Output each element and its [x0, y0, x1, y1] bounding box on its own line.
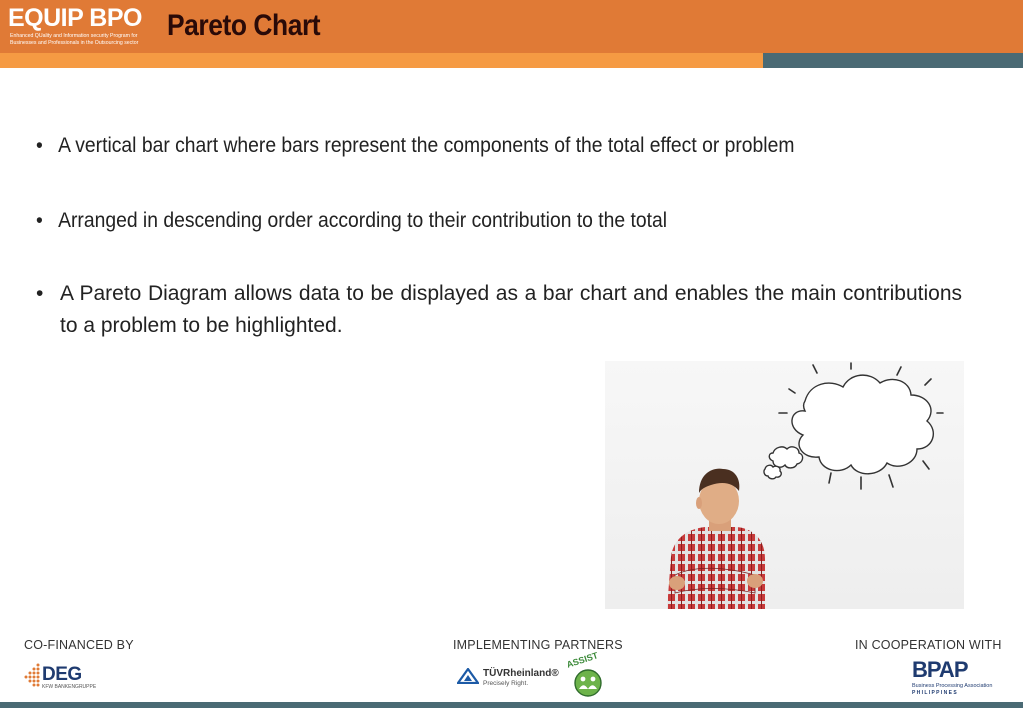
tuv-tagline: Precisely Right.: [483, 680, 529, 687]
tuv-triangle-icon: [457, 668, 479, 684]
bpap-logo: [912, 657, 1002, 697]
footer-bar: [0, 702, 1023, 708]
bullet-item: [36, 130, 888, 162]
bpap-country: P H I L I P P I N E S: [912, 690, 957, 696]
partners-label: IMPLEMENTING PARTNERS: [453, 638, 623, 652]
bullet-list: [36, 130, 962, 385]
assist-globe-icon: [568, 665, 608, 697]
assist-wordmark: ASSIST: [565, 650, 600, 670]
tuv-rheinland-logo: [457, 665, 567, 691]
bullet-text: A Pareto Diagram allows data to be displayed as a bar chart and enables the main contributions to a problem to be highlighted.: [60, 282, 962, 337]
tuv-name: TÜVRheinland®: [483, 668, 559, 679]
thinking-man-image: [605, 361, 964, 609]
bullet-item: [36, 205, 888, 237]
page-title: Pareto Chart: [167, 9, 321, 42]
deg-dots-icon: [24, 662, 44, 688]
bpap-subtext: Business Processing Association: [912, 683, 993, 689]
bullet-item: [36, 278, 962, 342]
bullet-dot-icon: •: [36, 282, 44, 305]
deg-logo: [24, 662, 144, 692]
bullet-text: A vertical bar chart where bars represent the components of the total effect or problem: [58, 134, 795, 157]
logo-subtext: Enhanced QUality and Information security Program for Businesses and Professionals in the Outsourcing sector: [10, 33, 139, 46]
bullet-dot-icon: •: [36, 134, 43, 157]
assist-logo: [564, 650, 610, 699]
bpap-wordmark: BPAP: [912, 657, 968, 682]
cooperation-label: IN COOPERATION WITH: [855, 638, 1002, 652]
deg-wordmark: DEG: [42, 664, 82, 685]
header-stripe-light: [0, 53, 763, 68]
logo-wordmark: EQUIP BPO: [8, 4, 142, 32]
header-stripe-dark: [763, 53, 1023, 68]
equip-bpo-logo: [0, 0, 158, 53]
thought-bubble-illustration: [605, 361, 964, 609]
bullet-text: Arranged in descending order according to their contribution to the total: [58, 209, 668, 232]
bullet-dot-icon: •: [36, 209, 43, 232]
cofinanced-label: CO-FINANCED BY: [24, 638, 134, 652]
deg-subtext: KFW BANKENGRUPPE: [42, 684, 97, 690]
